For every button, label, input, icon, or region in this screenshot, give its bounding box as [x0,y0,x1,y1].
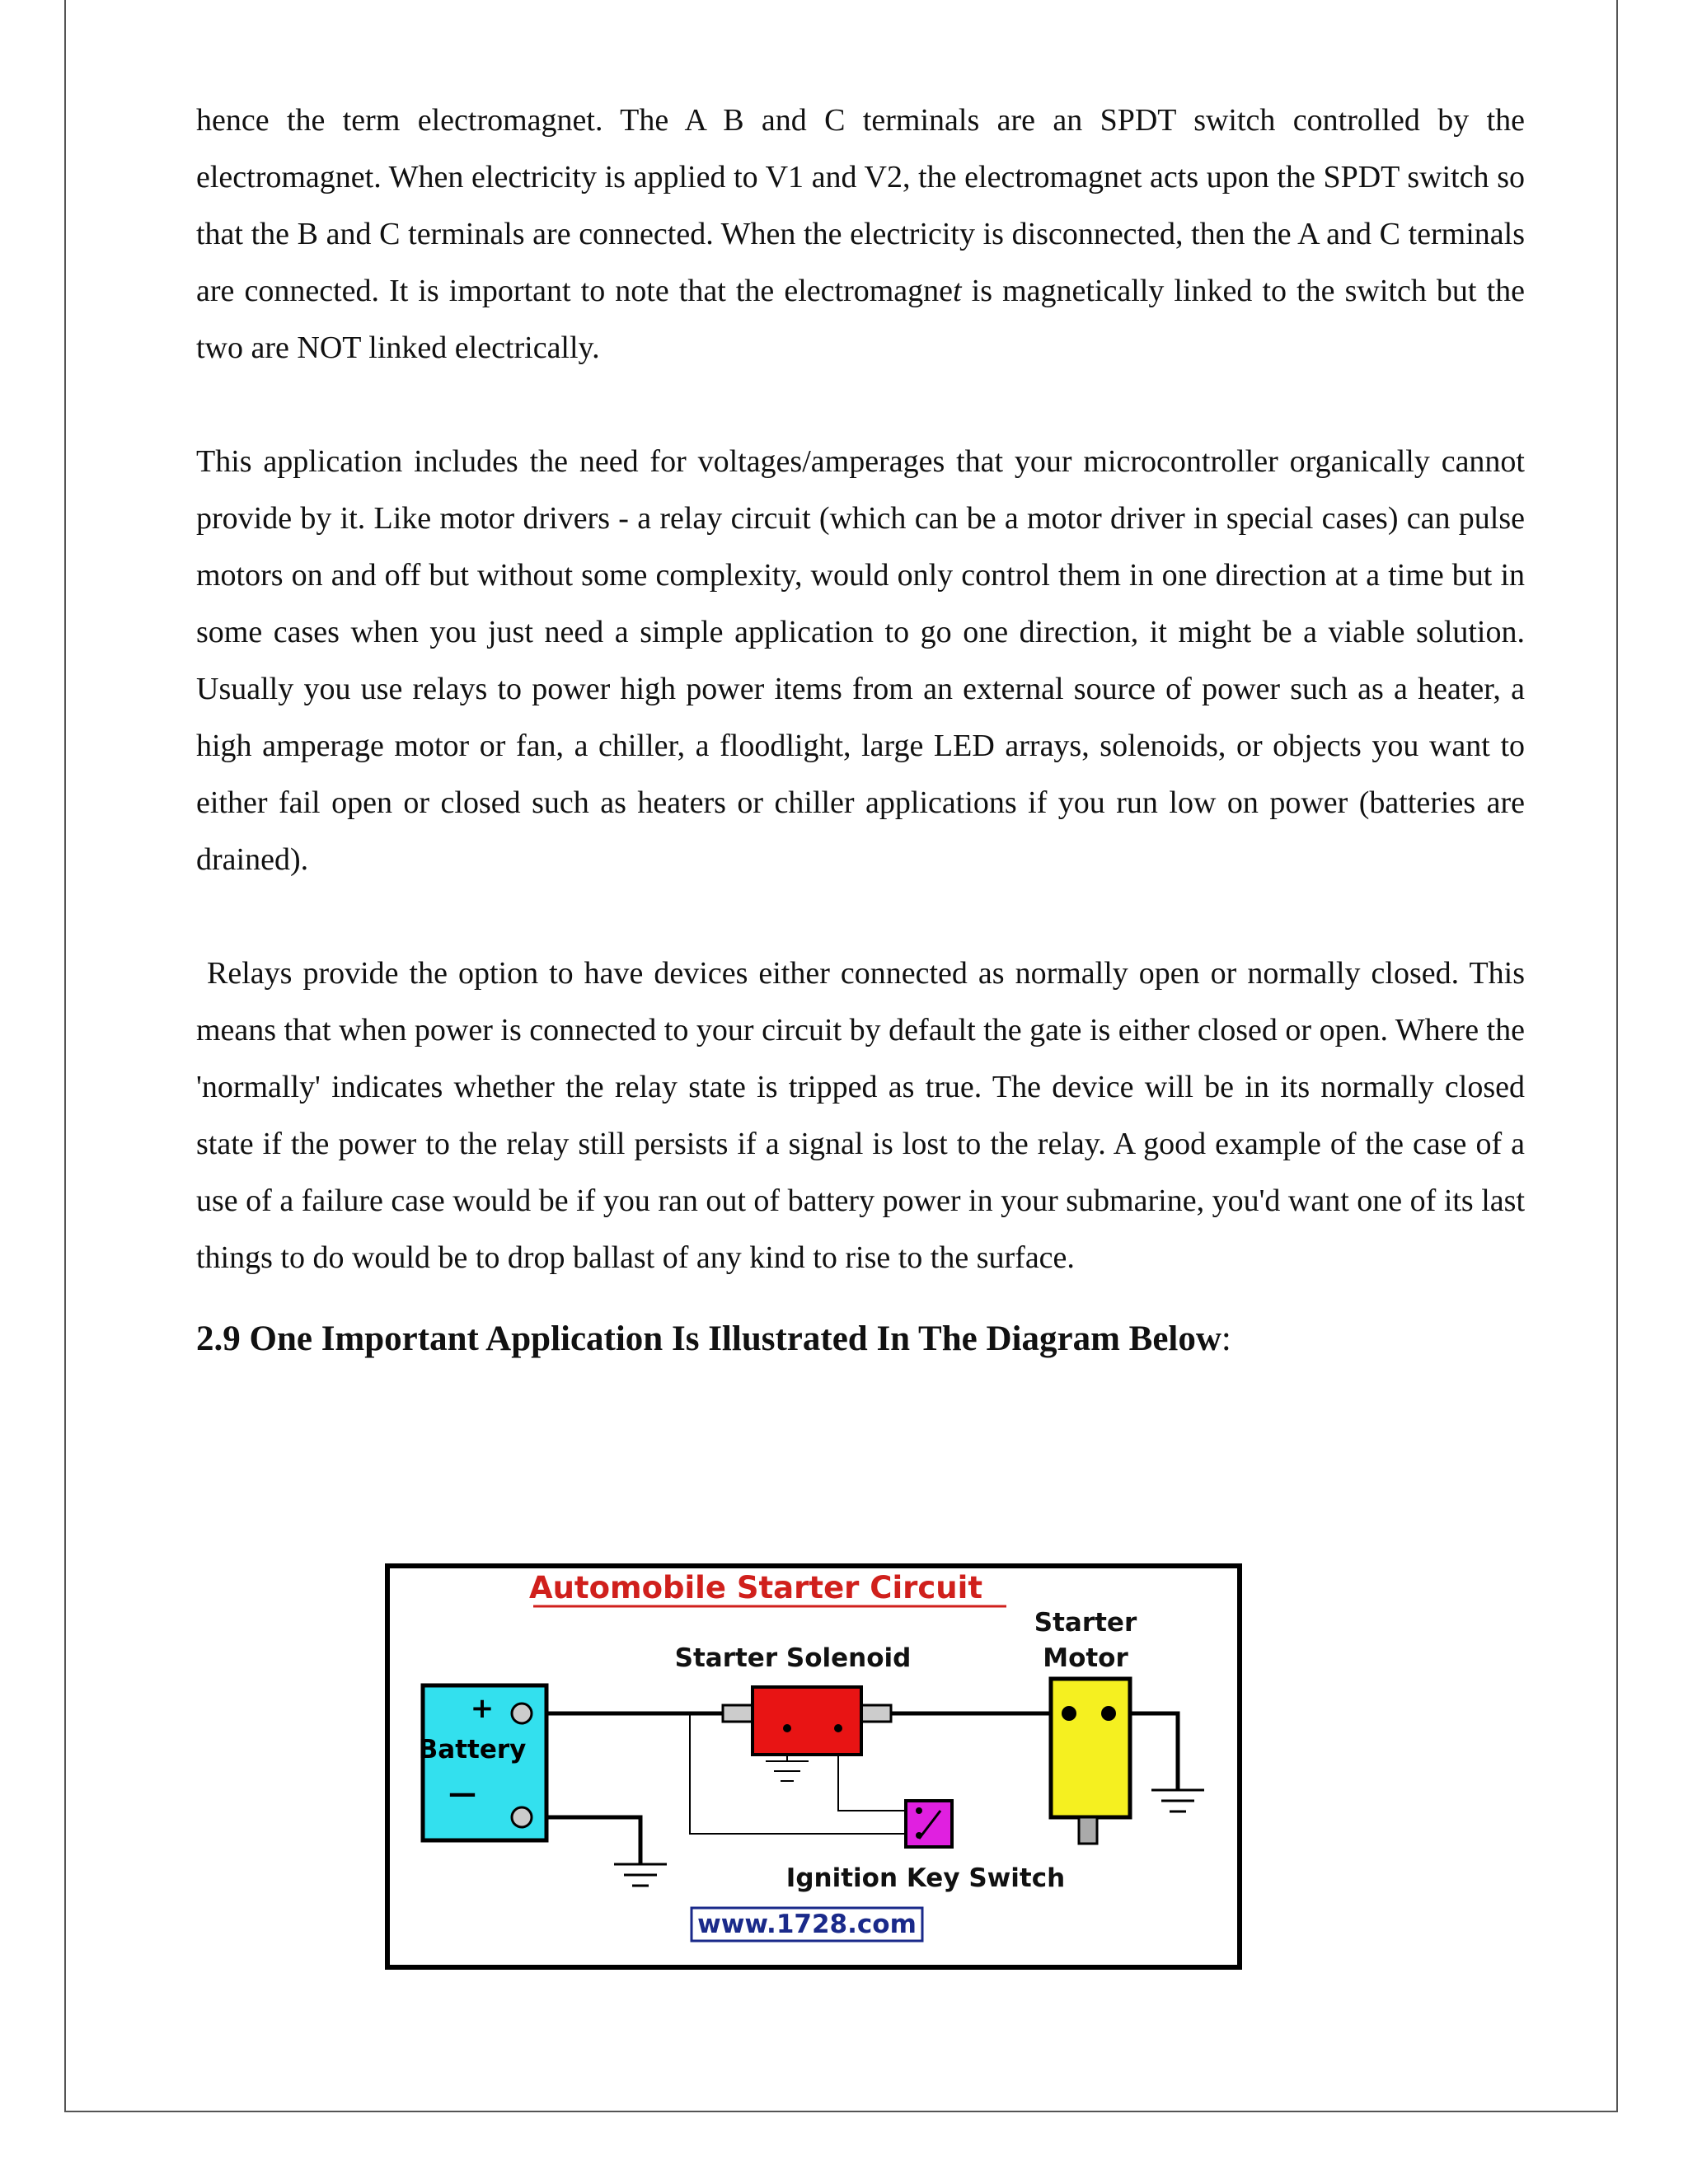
diagram-title: Automobile Starter Circuit [528,1570,983,1605]
paragraph-3: Relays provide the option to have devices either connected as normally open or normally closed. This means that when power is connected to your circuit by default the gate is either closed or open. Where the 'normally' indicates whether the relay state is tripped as true. The device will be in its normally closed state if the power to the relay still persists if a signal is lost to the relay. A good example of the case of a use of a failure case would be if you ran out of battery power in your submarine, you'd want one of its last things to do would be to drop ballast of any kind to rise to the surface. [196,956,1525,1275]
battery-negative-terminal [512,1807,532,1827]
starter-solenoid-label: Starter Solenoid [674,1643,912,1673]
starter-motor-shaft [1079,1817,1097,1844]
ignition-switch-contact-2 [916,1832,922,1839]
battery-positive-terminal [512,1704,532,1723]
ignition-key-switch-label: Ignition Key Switch [785,1863,1066,1893]
paragraph-1-text: hence the term electromagnet. The A B and C terminals are an SPDT switch controlled by the electromagnet. When electricity is applied to V1 and V2, the electromagnet acts upon the SPDT switch so that the B and C terminals are connected. When the electricity is disconnected, then the A and C terminals are connected. It is important to note that the electromagne [196,103,1525,308]
battery-plus-sign: + [470,1692,495,1725]
battery-minus-sign: — [448,1777,476,1810]
solenoid-terminal-left [723,1705,753,1722]
motor-terminal-1 [1062,1706,1076,1721]
starter-circuit-diagram [385,1563,1242,1970]
starter-motor-label-2: Motor [1043,1643,1128,1673]
paragraph-1-text-end: is magnetically linked to the switch but the two are NOT linked electrically. [196,274,1525,365]
section-heading [196,1315,1525,1364]
paragraph-1-italic: t [953,274,962,308]
battery-label: Battery [418,1735,527,1765]
paragraph-1 [196,92,1525,377]
starter-solenoid-body [753,1687,861,1755]
document-body [196,92,1525,1364]
diagram-url: www.1728.com [697,1910,917,1939]
motor-terminal-2 [1101,1706,1116,1721]
section-heading-colon: : [1221,1319,1231,1358]
diagram-svg [385,1563,1242,1970]
ignition-switch-contact-1 [916,1807,922,1814]
paragraph-2: This application includes the need for voltages/amperages that your microcontroller organically cannot provide by it. Like motor drivers - a relay circuit (which can be a motor driver in special cases) can pulse motors on and off but without some complexity, would only control them in one direction at a time but in some cases when you just need a simple application to go one direction, it might be a viable solution. Usually you use relays to power high power items from an external source of power such as a heater, a high amperage motor or fan, a chiller, a floodlight, large LED arrays, solenoids, or objects you want to either fail open or closed such as heaters or chiller applications if you run low on power (batteries are drained). [196,444,1525,877]
section-heading-text: 2.9 One Important Application Is Illustrated In The Diagram Below [196,1319,1221,1358]
solenoid-terminal-right [861,1705,891,1722]
solenoid-contact-1 [783,1724,791,1732]
starter-motor-body [1051,1679,1130,1817]
solenoid-contact-2 [834,1724,842,1732]
starter-motor-label-1: Starter [1034,1608,1137,1638]
